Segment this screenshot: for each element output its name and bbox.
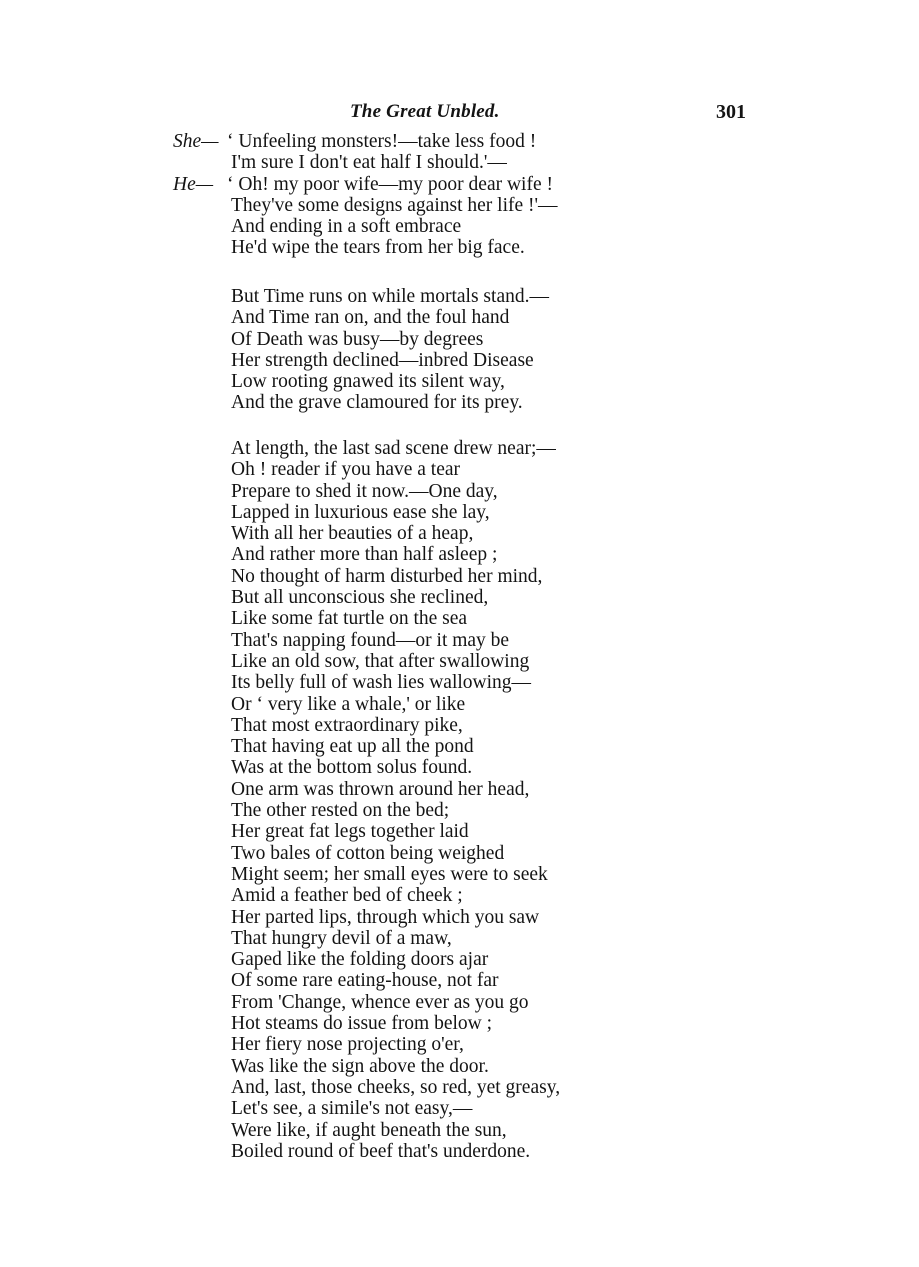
poem-line — [0, 174, 919, 195]
poem-line — [0, 523, 919, 544]
poem-line — [0, 992, 919, 1013]
poem-line — [0, 195, 919, 216]
line-text: ‘ Unfeeling monsters!—take less food ! — [227, 131, 537, 152]
poem-line — [0, 885, 919, 906]
poem-line — [0, 216, 919, 237]
line-text: That most extraordinary pike, — [231, 714, 463, 736]
line-text: I'm sure I don't eat half I should.'— — [231, 152, 507, 174]
poem-line — [0, 371, 919, 392]
poem-line — [0, 286, 919, 307]
poem-line — [0, 694, 919, 715]
page-number: 301 — [716, 101, 746, 123]
line-text: Might seem; her small eyes were to seek — [231, 863, 548, 885]
stanza-last-scene — [0, 438, 919, 1162]
line-text: That having eat up all the pond — [231, 736, 474, 758]
poem-line — [0, 350, 919, 371]
poem-line — [0, 800, 919, 821]
line-text: And Time ran on, and the foul hand — [231, 307, 510, 329]
line-text: Low rooting gnawed its silent way, — [231, 371, 505, 393]
stanza-time — [0, 286, 919, 414]
line-text: Boiled round of beef that's underdone. — [231, 1140, 531, 1162]
running-header — [0, 101, 919, 129]
line-text: Like an old sow, that after swallowing — [231, 650, 530, 672]
poem-line — [0, 864, 919, 885]
poem-line — [0, 1013, 919, 1034]
poem-line — [0, 672, 919, 693]
line-text: Was like the sign above the door. — [231, 1055, 489, 1077]
poem-line — [0, 821, 919, 842]
line-text: And rather more than half asleep ; — [231, 544, 498, 566]
poem-line — [0, 651, 919, 672]
poem-line — [0, 329, 919, 350]
line-text: Of Death was busy—by degrees — [231, 328, 484, 350]
line-text: Of some rare eating-house, not far — [231, 970, 499, 992]
speaker-label: He— — [173, 173, 214, 195]
poem-line — [0, 237, 919, 258]
line-text: Her fiery nose projecting o'er, — [231, 1034, 464, 1056]
poem-line — [0, 307, 919, 328]
poem-line — [0, 715, 919, 736]
poem-line — [0, 392, 919, 413]
line-text: Her great fat legs together laid — [231, 821, 469, 843]
poem-line — [0, 152, 919, 173]
line-text: Like some fat turtle on the sea — [231, 608, 468, 630]
line-text: Two bales of cotton being weighed — [231, 842, 505, 864]
poem-line — [0, 970, 919, 991]
poem-line — [0, 907, 919, 928]
line-text: Prepare to shed it now.—One day, — [231, 480, 498, 502]
poem-line — [0, 608, 919, 629]
line-text: But Time runs on while mortals stand.— — [231, 286, 549, 307]
poem-line — [0, 587, 919, 608]
line-text: Lapped in luxurious ease she lay, — [231, 501, 490, 523]
poem-line — [0, 438, 919, 459]
line-text: Its belly full of wash lies wallowing— — [231, 672, 532, 694]
line-text: Amid a feather bed of cheek ; — [231, 885, 463, 907]
poem-line — [0, 1120, 919, 1141]
poem-line — [0, 736, 919, 757]
line-text: And ending in a soft embrace — [231, 216, 462, 238]
line-text: Was at the bottom solus found. — [231, 757, 473, 779]
line-text: That's napping found—or it may be — [231, 629, 510, 651]
line-text: No thought of harm disturbed her mind, — [231, 565, 543, 587]
line-text: One arm was thrown around her head, — [231, 778, 530, 800]
line-text: From 'Change, whence ever as you go — [231, 991, 529, 1013]
line-text: ‘ Oh! my poor wife—my poor dear wife ! — [227, 173, 553, 195]
poem-line — [0, 928, 919, 949]
line-text: With all her beauties of a heap, — [231, 523, 474, 545]
poem-line — [0, 131, 919, 152]
poem-line — [0, 459, 919, 480]
line-text: Let's see, a simile's not easy,— — [231, 1098, 473, 1120]
poem-line — [0, 1098, 919, 1119]
line-text: Or ‘ very like a whale,' or like — [231, 693, 466, 715]
poem-line — [0, 481, 919, 502]
speaker-label: She— — [173, 131, 219, 152]
line-text: The other rested on the bed; — [231, 800, 450, 822]
poem-line — [0, 843, 919, 864]
poem-line — [0, 949, 919, 970]
poem-line — [0, 566, 919, 587]
poem-line — [0, 502, 919, 523]
line-text: Her parted lips, through which you saw — [231, 906, 540, 928]
line-text: At length, the last sad scene drew near;— — [231, 438, 556, 459]
poem-line — [0, 779, 919, 800]
line-text: Her strength declined—inbred Disease — [231, 349, 534, 371]
poem-line — [0, 1077, 919, 1098]
line-text: And, last, those cheeks, so red, yet greasy, — [231, 1076, 561, 1098]
line-text: They've some designs against her life !'— — [231, 194, 558, 216]
line-text: And the grave clamoured for its prey. — [231, 392, 523, 414]
stanza-dialogue — [0, 131, 919, 259]
poem-line — [0, 544, 919, 565]
poem-line — [0, 1056, 919, 1077]
poem-line — [0, 1034, 919, 1055]
line-text: That hungry devil of a maw, — [231, 927, 452, 949]
line-text: But all unconscious she reclined, — [231, 587, 489, 609]
poem-line — [0, 757, 919, 778]
line-text: Oh ! reader if you have a tear — [231, 459, 461, 481]
poem-line — [0, 630, 919, 651]
poem-line — [0, 1141, 919, 1162]
line-text: Gaped like the folding doors ajar — [231, 949, 489, 971]
line-text: Hot steams do issue from below ; — [231, 1013, 493, 1035]
line-text: Were like, if aught beneath the sun, — [231, 1119, 507, 1141]
line-text: He'd wipe the tears from her big face. — [231, 237, 525, 259]
running-title: The Great Unbled. — [350, 101, 500, 122]
